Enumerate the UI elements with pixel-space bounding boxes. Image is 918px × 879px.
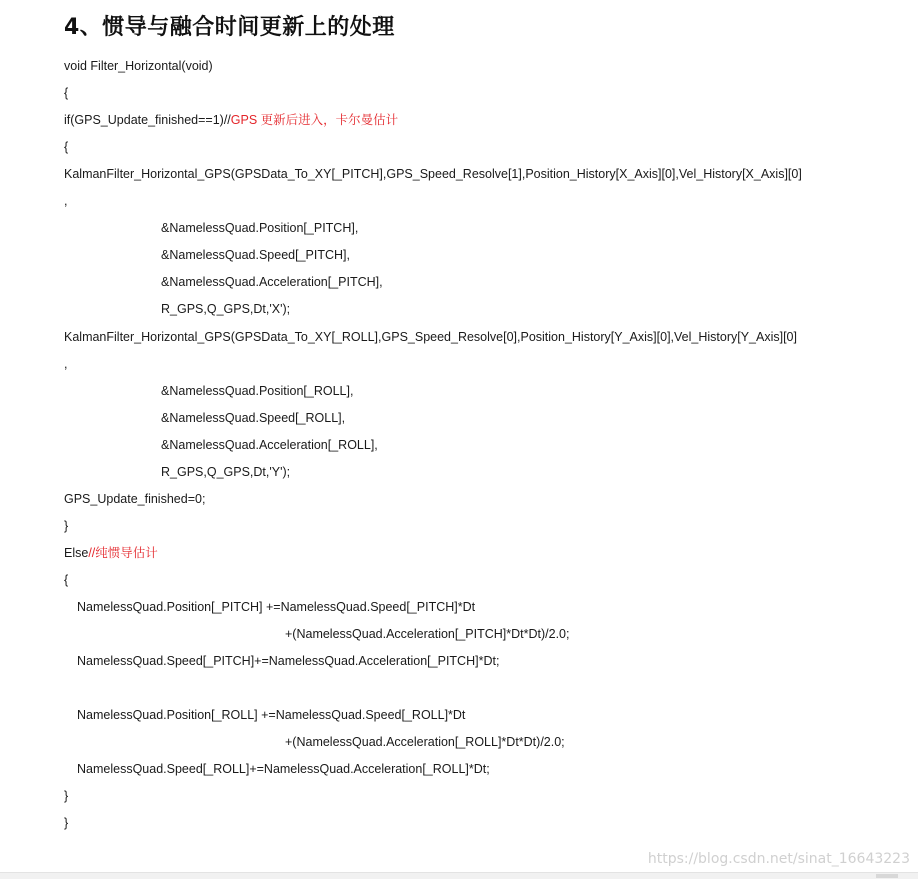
- code-line: ,: [64, 194, 68, 208]
- code-line: if(GPS_Update_finished==1)//GPS 更新后进入，卡尔曼估计: [64, 113, 399, 127]
- code-line: NamelessQuad.Position[_PITCH] +=NamelessQuad.Speed[_PITCH]*Dt: [77, 600, 476, 614]
- code-line: NamelessQuad.Speed[_PITCH]+=NamelessQuad.Acceleration[_PITCH]*Dt;: [77, 654, 500, 668]
- code-line: +(NamelessQuad.Acceleration[_PITCH]*Dt*Dt)/2.0;: [285, 627, 570, 641]
- code-comment: //纯惯导估计: [88, 546, 158, 560]
- code-line: KalmanFilter_Horizontal_GPS(GPSData_To_XY[_ROLL],GPS_Speed_Resolve[0],Position_History[Y_Axis][0],Vel_History[Y_Axis][0]: [64, 330, 797, 344]
- scrollbar-thumb[interactable]: [876, 874, 898, 878]
- code-line: &NamelessQuad.Speed[_PITCH],: [161, 248, 350, 262]
- code-line: }: [64, 519, 69, 533]
- code-line: }: [64, 789, 69, 803]
- code-line: {: [64, 140, 69, 154]
- code-line: void Filter_Horizontal(void): [64, 59, 213, 73]
- code-line: {: [64, 573, 69, 587]
- code-comment: GPS 更新后进入，卡尔曼估计: [230, 113, 399, 127]
- code-line: }: [64, 816, 69, 830]
- code-line: +(NamelessQuad.Acceleration[_ROLL]*Dt*Dt)/2.0;: [285, 735, 565, 749]
- watermark: https://blog.csdn.net/sinat_16643223: [647, 851, 910, 867]
- code-line: &NamelessQuad.Position[_PITCH],: [161, 221, 359, 235]
- section-heading: 4、惯导与融合时间更新上的处理: [64, 15, 395, 40]
- code-line: Else//纯惯导估计: [64, 546, 158, 560]
- code-line: KalmanFilter_Horizontal_GPS(GPSData_To_XY[_PITCH],GPS_Speed_Resolve[1],Position_History[X_Axis][0],Vel_History[X_Axis][0]: [64, 167, 802, 181]
- code-line: &NamelessQuad.Speed[_ROLL],: [161, 411, 346, 425]
- code-line: GPS_Update_finished=0;: [64, 492, 206, 506]
- code-line: R_GPS,Q_GPS,Dt,'Y');: [161, 465, 291, 479]
- code-line: {: [64, 86, 69, 100]
- code-line: NamelessQuad.Position[_ROLL] +=NamelessQuad.Speed[_ROLL]*Dt: [77, 708, 466, 722]
- code-line: ,: [64, 357, 68, 371]
- code-line: &NamelessQuad.Position[_ROLL],: [161, 384, 354, 398]
- horizontal-scrollbar[interactable]: [0, 872, 918, 879]
- code-line: NamelessQuad.Speed[_ROLL]+=NamelessQuad.Acceleration[_ROLL]*Dt;: [77, 762, 490, 776]
- code-line: &NamelessQuad.Acceleration[_ROLL],: [161, 438, 378, 452]
- code-line: &NamelessQuad.Acceleration[_PITCH],: [161, 275, 383, 289]
- code-line: R_GPS,Q_GPS,Dt,'X');: [161, 302, 291, 316]
